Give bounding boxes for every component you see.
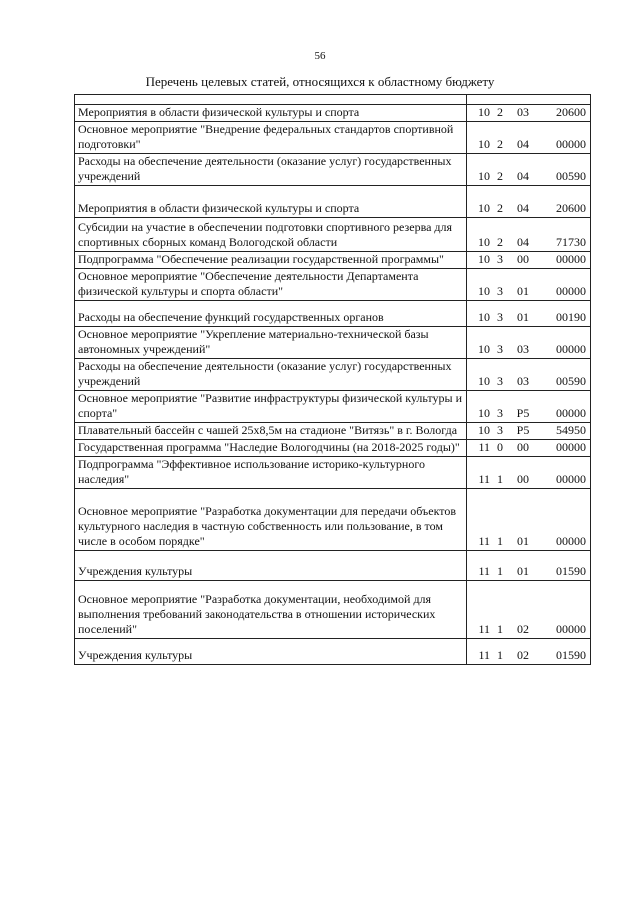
section-code: 10 [478,310,490,324]
code-parts [470,310,588,325]
code-parts [470,284,588,299]
code-parts [470,252,588,267]
subprogram-code: 1 [497,622,503,636]
direction-code: 20600 [556,201,586,215]
subprogram-code: 3 [497,252,503,266]
article-name-cell: Плавательный бассейн с чашей 25х8,5м на стадионе "Витязь" в г. Вологда [75,423,467,440]
subprogram-code: 3 [497,284,503,298]
code-parts [470,423,588,438]
direction-code: 00190 [556,310,586,324]
blank-cell [75,95,467,105]
section-code: 10 [478,423,490,437]
subprogram-code: 3 [497,310,503,324]
article-code-cell [467,122,591,154]
code-parts [470,440,588,455]
table-row [75,122,591,154]
section-code: 10 [478,284,490,298]
direction-code: 00000 [556,342,586,356]
activity-code: 01 [517,310,529,324]
direction-code: 00000 [556,440,586,454]
code-parts [470,374,588,389]
table-row [75,105,591,122]
subprogram-code: 3 [497,423,503,437]
article-name-cell: Основное мероприятие "Разработка документации, необходимой для выполнения требований законодательства в отношении исторических поселений" [75,581,467,639]
activity-code: 03 [517,105,529,119]
activity-code: 04 [517,201,529,215]
article-code-cell [467,551,591,581]
direction-code: 00590 [556,169,586,183]
article-name-cell: Учреждения культуры [75,639,467,665]
section-code: 10 [478,374,490,388]
activity-code: 00 [517,472,529,486]
code-parts [470,564,588,579]
subprogram-code: 2 [497,105,503,119]
article-code-cell [467,489,591,551]
code-parts [470,648,588,663]
blank-cell [467,95,591,105]
table-body [75,95,591,665]
subprogram-code: 1 [497,534,503,548]
code-parts [470,342,588,357]
table-row [75,391,591,423]
direction-code: 00000 [556,252,586,266]
direction-code: 00590 [556,374,586,388]
section-code: 10 [478,169,490,183]
subprogram-code: 1 [497,564,503,578]
activity-code: 04 [517,235,529,249]
table-row [75,489,591,551]
table-row [75,252,591,269]
section-code: 11 [478,472,490,486]
article-name-cell: Подпрограмма "Эффективное использование историко-культурного наследия" [75,457,467,489]
activity-code: P5 [516,406,530,420]
article-name-cell: Подпрограмма "Обеспечение реализации государственной программы" [75,252,467,269]
section-code: 10 [478,342,490,356]
activity-code: 00 [517,252,529,266]
article-name-cell: Расходы на обеспечение функций государственных органов [75,301,467,327]
article-code-cell [467,186,591,218]
code-parts [470,472,588,487]
section-code: 11 [478,440,490,454]
article-code-cell [467,359,591,391]
subprogram-code: 1 [497,472,503,486]
article-name-cell: Основное мероприятие "Обеспечение деятельности Департамента физической культуры и спорта области" [75,269,467,301]
activity-code: 03 [517,342,529,356]
activity-code: 04 [517,137,529,151]
table-row [75,186,591,218]
table-row [75,154,591,186]
code-parts [470,622,588,637]
article-name-cell: Государственная программа "Наследие Вологодчины (на 2018-2025 годы)" [75,440,467,457]
direction-code: 01590 [556,648,586,662]
direction-code: 00000 [556,406,586,420]
code-parts [470,235,588,250]
direction-code: 00000 [556,137,586,151]
activity-code: 01 [517,564,529,578]
article-code-cell [467,423,591,440]
code-parts [470,169,588,184]
section-code: 10 [478,201,490,215]
activity-code: 03 [517,374,529,388]
article-name-cell: Основное мероприятие "Укрепление материально-технической базы автономных учреждений" [75,327,467,359]
table-row [75,423,591,440]
article-name-cell: Расходы на обеспечение деятельности (оказание услуг) государственных учреждений [75,359,467,391]
direction-code: 71730 [556,235,586,249]
direction-code: 00000 [556,622,586,636]
table-row [75,301,591,327]
article-name-cell: Мероприятия в области физической культуры и спорта [75,186,467,218]
activity-code: P5 [516,423,530,437]
article-name-cell: Основное мероприятие "Разработка документации для передачи объектов культурного наследия в частную собственность или пользование, в том числе в особом порядке" [75,489,467,551]
code-parts [470,534,588,549]
subprogram-code: 3 [497,342,503,356]
article-code-cell [467,269,591,301]
code-parts [470,406,588,421]
article-name-cell: Основное мероприятие "Внедрение федеральных стандартов спортивной подготовки" [75,122,467,154]
page-number: 56 [314,50,326,62]
activity-code: 01 [517,534,529,548]
article-code-cell [467,440,591,457]
subprogram-code: 2 [497,137,503,151]
article-code-cell [467,581,591,639]
activity-code: 02 [517,648,529,662]
activity-code: 04 [517,169,529,183]
table-row [75,269,591,301]
article-code-cell [467,391,591,423]
activity-code: 00 [517,440,529,454]
table-row [75,440,591,457]
table-row [75,218,591,252]
table-header-blank-row [75,95,591,105]
subprogram-code: 3 [497,406,503,420]
subprogram-code: 2 [497,235,503,249]
page-title: Перечень целевых статей, относящихся к областному бюджету [145,74,495,89]
code-parts [470,105,588,120]
direction-code: 00000 [556,534,586,548]
article-code-cell [467,154,591,186]
article-name-cell: Основное мероприятие "Развитие инфраструктуры физической культуры и спорта" [75,391,467,423]
article-code-cell [467,327,591,359]
section-code: 11 [478,534,490,548]
activity-code: 01 [517,284,529,298]
article-name-cell: Мероприятия в области физической культуры и спорта [75,105,467,122]
subprogram-code: 0 [497,440,503,454]
code-parts [470,137,588,152]
article-code-cell [467,105,591,122]
table-row [75,639,591,665]
article-name-cell: Учреждения культуры [75,551,467,581]
subprogram-code: 2 [497,169,503,183]
table-row [75,457,591,489]
direction-code: 54950 [556,423,586,437]
article-code-cell [467,218,591,252]
subprogram-code: 1 [497,648,503,662]
section-code: 10 [478,105,490,119]
section-code: 11 [478,648,490,662]
section-code: 10 [478,235,490,249]
section-code: 10 [478,406,490,420]
subprogram-code: 2 [497,201,503,215]
activity-code: 02 [517,622,529,636]
article-code-cell [467,252,591,269]
target-articles-table [74,94,591,665]
section-code: 11 [478,622,490,636]
table-row [75,581,591,639]
article-name-cell: Расходы на обеспечение деятельности (оказание услуг) государственных учреждений [75,154,467,186]
direction-code: 00000 [556,472,586,486]
article-code-cell [467,457,591,489]
section-code: 11 [478,564,490,578]
table-row [75,327,591,359]
article-name-cell: Субсидии на участие в обеспечении подготовки спортивного резерва для спортивных сборных команд Вологодской области [75,218,467,252]
article-code-cell [467,639,591,665]
subprogram-code: 3 [497,374,503,388]
section-code: 10 [478,252,490,266]
direction-code: 20600 [556,105,586,119]
direction-code: 01590 [556,564,586,578]
section-code: 10 [478,137,490,151]
article-code-cell [467,301,591,327]
code-parts [470,201,588,216]
table-row [75,359,591,391]
table-row [75,551,591,581]
direction-code: 00000 [556,284,586,298]
